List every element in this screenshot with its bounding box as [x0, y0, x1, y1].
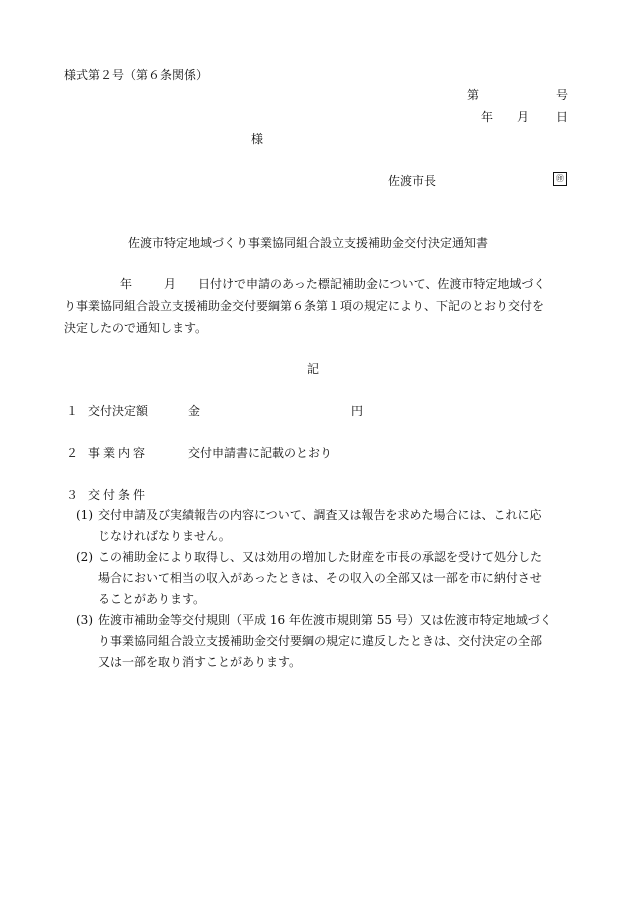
condition-line: 又は一部を取り消すことがあります。	[98, 655, 302, 669]
project-content-value: 交付申請書に記載のとおり	[188, 446, 333, 460]
form-number-label: 様式第２号（第６条関係）	[64, 68, 209, 82]
body-line-1-text: 日付けで申請のあった標記補助金について、佐渡市特定地域づく	[198, 277, 546, 291]
grant-amount-unit: 円	[351, 404, 364, 418]
section-3-label: 交付条件	[88, 488, 149, 502]
body-line-1	[64, 273, 568, 295]
condition-marker: (3)	[76, 613, 93, 627]
notice-body-paragraph	[64, 273, 568, 339]
document-title: 佐渡市特定地域づくり事業協同組合設立支援補助金交付決定通知書	[128, 236, 489, 250]
body-month-label: 月	[163, 277, 176, 291]
section-1-label: 交付決定額	[88, 404, 149, 418]
ki-heading: 記	[307, 362, 320, 376]
condition-line: この補助金により取得し、又は効用の増加した財産を市長の承認を受けて処分した	[98, 550, 543, 564]
condition-line: じなければなりません。	[98, 529, 231, 543]
section-2-number: ２	[66, 446, 79, 460]
section-3-number: ３	[66, 488, 79, 502]
seal-mark-icon: ㊞	[553, 172, 567, 186]
condition-item	[76, 547, 574, 610]
body-line-2: り事業協同組合設立支援補助金交付要綱第６条第１項の規定により、下記のとおり交付を	[64, 299, 545, 313]
condition-item	[76, 505, 574, 547]
addressee-honorific: 様	[251, 132, 264, 146]
date-month-label: 月	[517, 110, 530, 124]
body-line-3: 決定したので通知します。	[64, 321, 208, 335]
condition-line: 場合において相当の収入があったときは、その収入の全部又は一部を市に納付させ	[98, 571, 542, 585]
condition-line: 佐渡市補助金等交付規則（平成 16 年佐渡市規則第 55 号）又は佐渡市特定地域づく	[98, 613, 552, 627]
issuer-name: 佐渡市長	[388, 174, 437, 188]
condition-marker: (1)	[76, 508, 93, 522]
body-year-label: 年	[119, 277, 132, 291]
section-1-number: １	[66, 404, 79, 418]
condition-marker: (2)	[76, 550, 93, 564]
date-year-label: 年	[481, 110, 494, 124]
section-2-label: 事業内容	[88, 446, 149, 460]
document-number-prefix: 第	[467, 88, 480, 102]
date-day-label: 日	[556, 110, 569, 124]
condition-line: ることがあります。	[98, 592, 206, 606]
condition-item	[76, 610, 574, 673]
document-number-suffix: 号	[556, 88, 569, 102]
condition-line: 交付申請及び実績報告の内容について、調査又は報告を求めた場合には、これに応	[98, 508, 542, 522]
condition-line: り事業協同組合設立支援補助金交付要綱の規定に違反したときは、交付決定の全部	[98, 634, 543, 648]
grant-amount-prefix: 金	[188, 404, 201, 418]
